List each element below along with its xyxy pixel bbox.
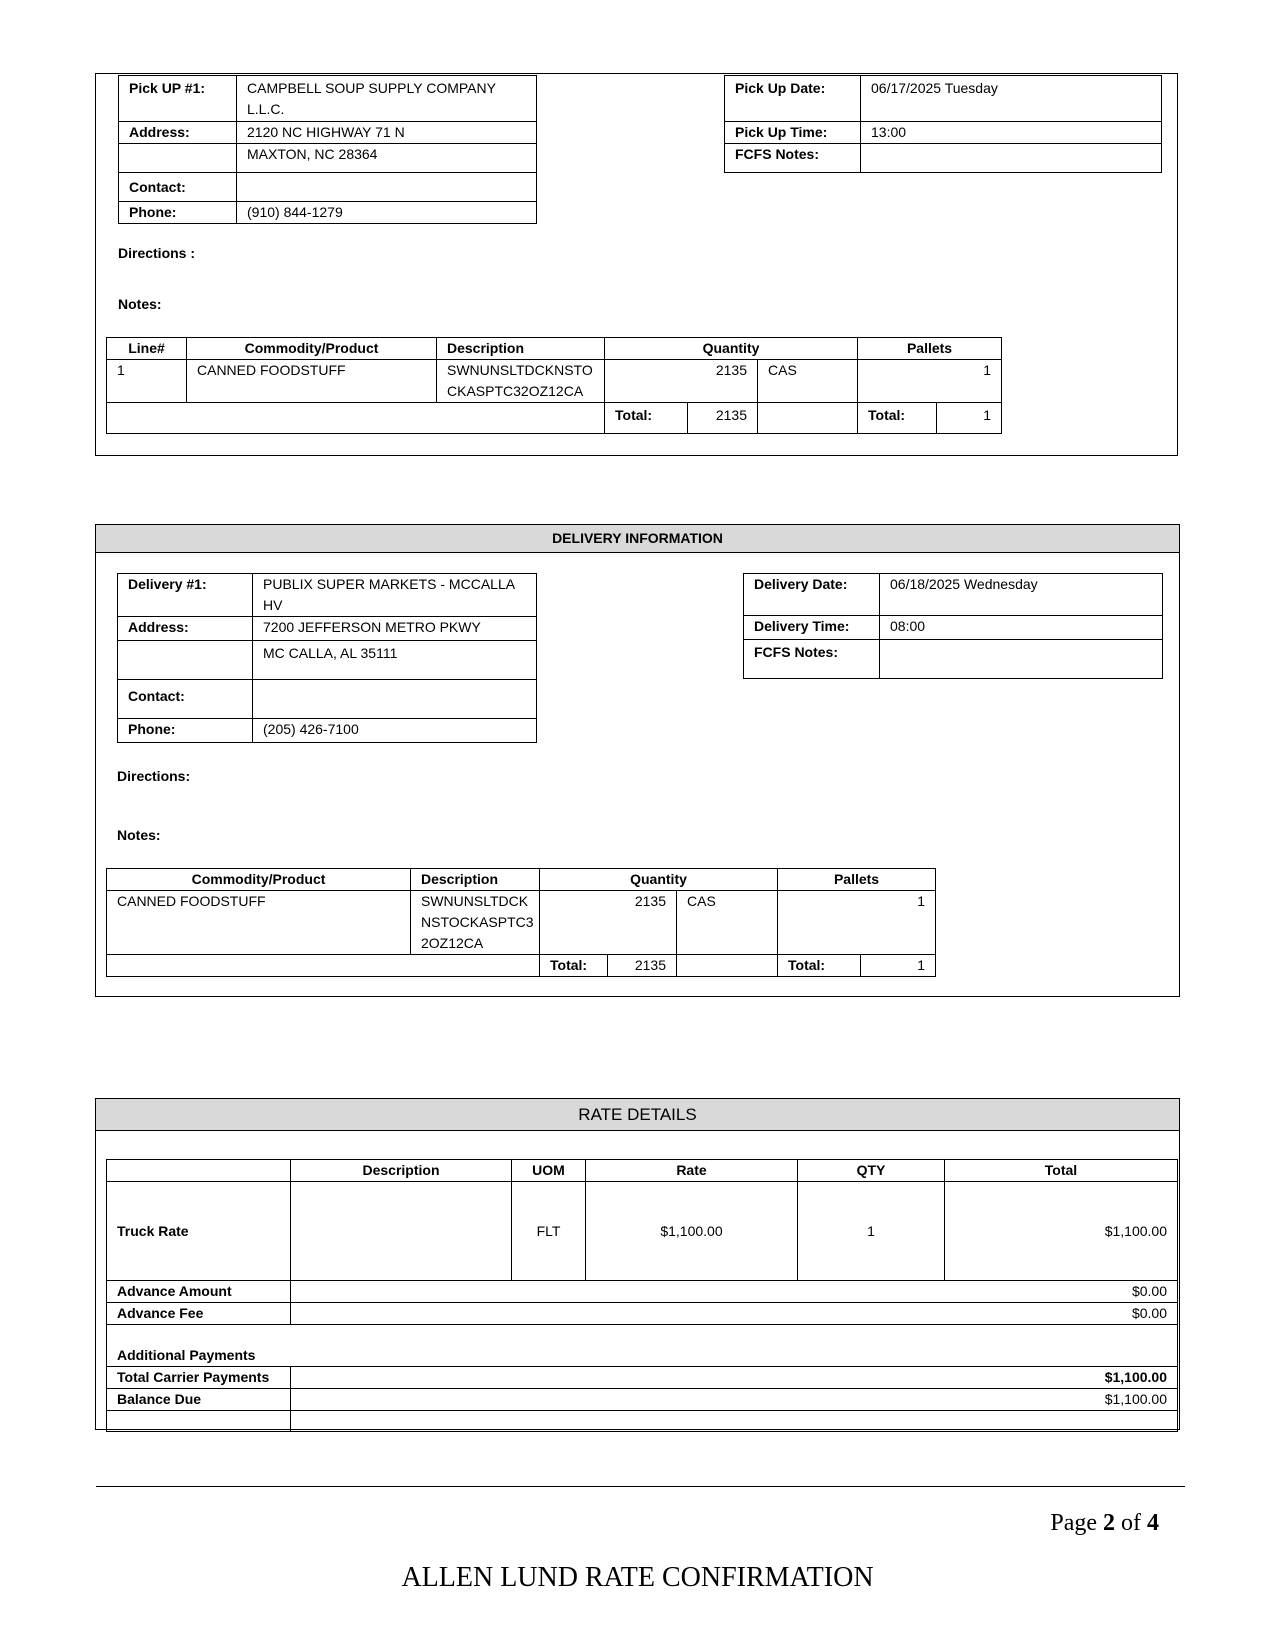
pickup-quantity: 2135 (605, 360, 758, 403)
delivery-phone-label: Phone: (118, 719, 253, 743)
delivery-address-line2: MC CALLA, AL 35111 (253, 641, 537, 680)
delivery-name (253, 574, 537, 617)
pickup-contact (237, 173, 537, 202)
pickup-address-line1: 2120 NC HIGHWAY 71 N (237, 122, 537, 144)
pickup-commodity-table (106, 337, 1002, 434)
rate-col-blank (107, 1160, 291, 1182)
delivery-col-commodity: Commodity/Product (107, 869, 411, 891)
pickup-total-pallets: 1 (937, 403, 1002, 434)
pickup-total-unit-spacer (758, 403, 858, 434)
pickup-commodity: CANNED FOODSTUFF (187, 360, 437, 403)
rate-col-total: Total (945, 1160, 1178, 1182)
pickup-description-line1: SWNUNSLTDCKNSTO (447, 362, 593, 378)
delivery-pallets: 1 (778, 891, 936, 955)
pickup-unit: CAS (758, 360, 858, 403)
advance-amount: $0.00 (291, 1281, 1178, 1303)
pickup-description (437, 360, 605, 403)
pickup-time: 13:00 (861, 122, 1162, 144)
delivery-name-line2: HV (263, 597, 283, 613)
delivery-address-line1: 7200 JEFFERSON METRO PKWY (253, 617, 537, 641)
delivery-description-line3: 2OZ12CA (421, 935, 484, 951)
pickup-time-label: Pick Up Time: (725, 122, 861, 144)
pickup-date-table (724, 75, 1162, 173)
pickup-col-description: Description (437, 338, 605, 360)
pickup-notes-label: Notes: (118, 296, 162, 312)
table-row (107, 891, 936, 955)
pickup-total-pallets-label: Total: (858, 403, 937, 434)
delivery-date-table (743, 573, 1163, 679)
balance-due: $1,100.00 (291, 1389, 1178, 1411)
delivery-unit: CAS (677, 891, 778, 955)
pickup-date: 06/17/2025 Tuesday (861, 76, 1162, 122)
pickup-fcfs (861, 144, 1162, 173)
delivery-commodity: CANNED FOODSTUFF (107, 891, 411, 955)
pickup-col-commodity: Commodity/Product (187, 338, 437, 360)
delivery-fcfs (880, 640, 1163, 679)
delivery-time: 08:00 (880, 616, 1163, 640)
delivery-date-label: Delivery Date: (744, 574, 880, 616)
rate-col-qty: QTY (798, 1160, 945, 1182)
delivery-col-pallets: Pallets (778, 869, 936, 891)
truck-rate-qty: 1 (798, 1182, 945, 1281)
page-current: 2 (1103, 1510, 1115, 1536)
pickup-name-line1: CAMPBELL SOUP SUPPLY COMPANY (247, 80, 496, 96)
delivery-contact-label: Contact: (118, 680, 253, 719)
truck-rate-label: Truck Rate (107, 1182, 291, 1281)
delivery-date: 06/18/2025 Wednesday (880, 574, 1163, 616)
delivery-total-pallets-label: Total: (778, 955, 861, 977)
delivery-address-label: Address: (118, 617, 253, 641)
truck-rate-total: $1,100.00 (945, 1182, 1178, 1281)
footer-title: ALLEN LUND RATE CONFIRMATION (401, 1562, 874, 1593)
pickup-pallets: 1 (858, 360, 1002, 403)
footer-divider (96, 1486, 1185, 1487)
delivery-commodity-table (106, 868, 936, 977)
delivery-total-pallets: 1 (861, 955, 936, 977)
pickup-address-label: Address: (119, 122, 237, 144)
delivery-description-line2: NSTOCKASPTC3 (421, 914, 534, 930)
pickup-total-spacer (107, 403, 605, 434)
delivery-contact (253, 680, 537, 719)
delivery-col-quantity: Quantity (540, 869, 778, 891)
delivery-label: Delivery #1: (118, 574, 253, 617)
advance-amount-label: Advance Amount (107, 1281, 291, 1303)
rate-table (106, 1159, 1178, 1432)
pickup-phone: (910) 844-1279 (237, 202, 537, 224)
pickup-label: Pick UP #1: (119, 76, 237, 122)
rate-section-title: RATE DETAILS (96, 1099, 1179, 1131)
additional-payments-label: Additional Payments (107, 1325, 1178, 1367)
delivery-name-line1: PUBLIX SUPER MARKETS - MCCALLA (263, 576, 516, 592)
delivery-col-description: Description (411, 869, 540, 891)
pickup-col-pallets: Pallets (858, 338, 1002, 360)
rate-empty-cell-2 (291, 1411, 1178, 1432)
table-row (107, 1182, 1178, 1281)
table-row (107, 360, 1002, 403)
total-carrier-label: Total Carrier Payments (107, 1367, 291, 1389)
rate-col-rate: Rate (586, 1160, 798, 1182)
pickup-col-line: Line# (107, 338, 187, 360)
pickup-directions-label: Directions : (118, 245, 196, 261)
pickup-phone-label: Phone: (119, 202, 237, 224)
pickup-name (237, 76, 537, 122)
delivery-directions-label: Directions: (117, 768, 191, 784)
pickup-total-label: Total: (605, 403, 688, 434)
delivery-total-spacer (107, 955, 540, 977)
pickup-address-line2: MAXTON, NC 28364 (237, 144, 537, 173)
delivery-total-label: Total: (540, 955, 608, 977)
total-carrier-payments: $1,100.00 (291, 1367, 1178, 1389)
rate-col-uom: UOM (512, 1160, 586, 1182)
page-of: of (1121, 1510, 1141, 1536)
advance-fee-label: Advance Fee (107, 1303, 291, 1325)
pickup-line-number: 1 (107, 360, 187, 403)
pickup-address-spacer (119, 144, 237, 173)
pickup-contact-label: Contact: (119, 173, 237, 202)
rate-col-description: Description (291, 1160, 512, 1182)
pickup-col-quantity: Quantity (605, 338, 858, 360)
delivery-total-unit-spacer (677, 955, 778, 977)
advance-fee: $0.00 (291, 1303, 1178, 1325)
balance-due-label: Balance Due (107, 1389, 291, 1411)
pickup-fcfs-label: FCFS Notes: (725, 144, 861, 173)
delivery-notes-label: Notes: (117, 827, 161, 843)
pickup-name-line2: L.L.C. (247, 101, 285, 117)
pickup-total-quantity: 2135 (688, 403, 758, 434)
delivery-description (411, 891, 540, 955)
pickup-description-line2: CKASPTC32OZ12CA (447, 383, 584, 399)
delivery-info-table (117, 573, 537, 743)
truck-rate-description (291, 1182, 512, 1281)
delivery-time-label: Delivery Time: (744, 616, 880, 640)
pickup-date-label: Pick Up Date: (725, 76, 861, 122)
page-total: 4 (1147, 1510, 1159, 1536)
delivery-quantity: 2135 (540, 891, 677, 955)
page-word: Page (1050, 1510, 1097, 1536)
delivery-phone: (205) 426-7100 (253, 719, 537, 743)
truck-rate-rate: $1,100.00 (586, 1182, 798, 1281)
truck-rate-uom: FLT (512, 1182, 586, 1281)
page-number (1050, 1510, 1159, 1537)
delivery-total-quantity: 2135 (608, 955, 677, 977)
delivery-address-spacer (118, 641, 253, 680)
delivery-fcfs-label: FCFS Notes: (744, 640, 880, 679)
rate-empty-cell-1 (107, 1411, 291, 1432)
delivery-description-line1: SWNUNSLTDCK (421, 893, 529, 909)
pickup-info-table (118, 75, 537, 224)
delivery-section-title: DELIVERY INFORMATION (96, 525, 1179, 553)
